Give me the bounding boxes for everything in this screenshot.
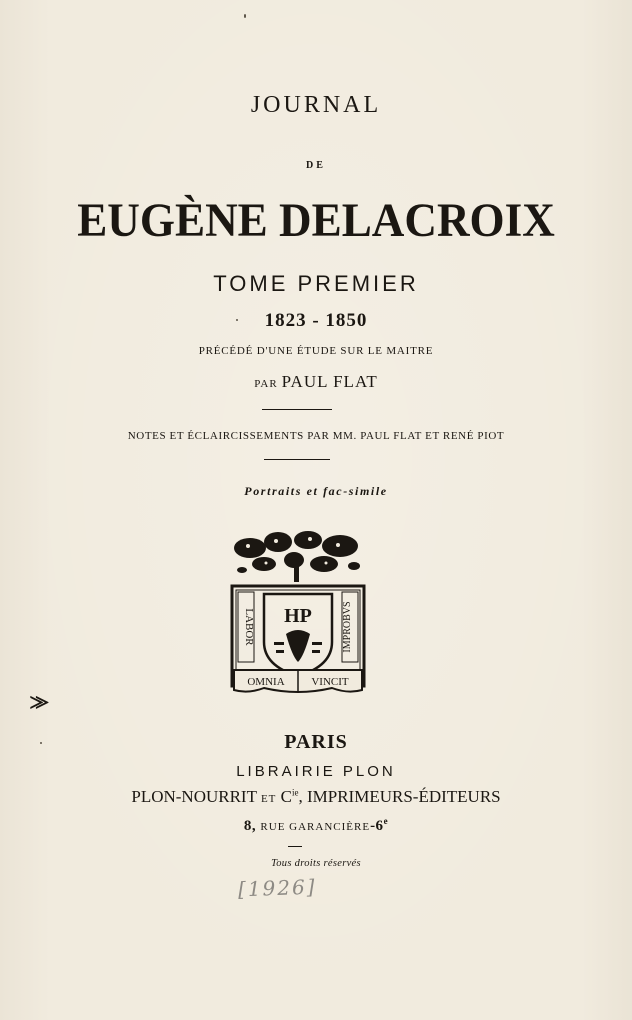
address-arrondissement: -6	[370, 818, 384, 834]
author-name: EUGÈNE DELACROIX	[77, 194, 555, 247]
preceded-by-line: PRÉCÉDÉ D'UNE ÉTUDE SUR LE MAITRE	[198, 345, 434, 357]
firm-et: ET	[260, 793, 277, 805]
banner-right: VINCIT	[311, 676, 349, 688]
publisher-name: LIBRAIRIE PLON	[236, 763, 396, 780]
foliage-icon	[234, 531, 360, 582]
right-motto: IMPROBVS	[342, 601, 353, 653]
study-author: PAUL FLAT	[281, 372, 378, 391]
volume-label: TOME PREMIER	[213, 271, 419, 296]
address-arrondissement-sup: e	[383, 816, 389, 826]
firm-name: PLON-NOURRIT	[131, 787, 257, 806]
paper-speck	[40, 742, 42, 744]
paper-speck	[244, 14, 246, 18]
firm-cie-sup: ie	[291, 787, 299, 798]
banner-left: OMNIA	[247, 676, 285, 688]
printer-line	[0, 787, 632, 807]
divider-rule	[262, 409, 332, 410]
margin-mark-icon: ⨠	[30, 692, 49, 711]
journal-heading: JOURNAL	[250, 92, 382, 118]
address-line	[0, 816, 632, 835]
de-connector: DE	[306, 160, 326, 171]
address-number: 8,	[243, 818, 257, 834]
firm-role: , IMPRIMEURS-ÉDITEURS	[298, 787, 501, 806]
publisher-emblem-icon	[228, 530, 368, 698]
imprint-city: PARIS	[284, 731, 348, 753]
firm-cie: C	[280, 787, 292, 806]
paper-speck	[236, 319, 238, 321]
year-range: 1823 - 1850	[264, 310, 368, 331]
short-dash	[288, 846, 302, 847]
by-author-line	[0, 372, 632, 392]
left-motto: LABOR	[243, 608, 255, 646]
divider-rule	[264, 459, 330, 460]
pencil-annotation: [1926]	[237, 874, 317, 902]
notes-line: NOTES ET ÉCLAIRCISSEMENTS PAR MM. PAUL FLAT ET RENÉ PIOT	[127, 430, 505, 442]
monogram: HP	[284, 605, 312, 627]
portraits-note: Portraits et fac-simile	[244, 484, 388, 498]
rights-notice: Tous droits réservés	[271, 858, 361, 869]
address-street: RUE GARANCIÈRE	[260, 821, 371, 833]
par-word: PAR	[254, 378, 278, 390]
